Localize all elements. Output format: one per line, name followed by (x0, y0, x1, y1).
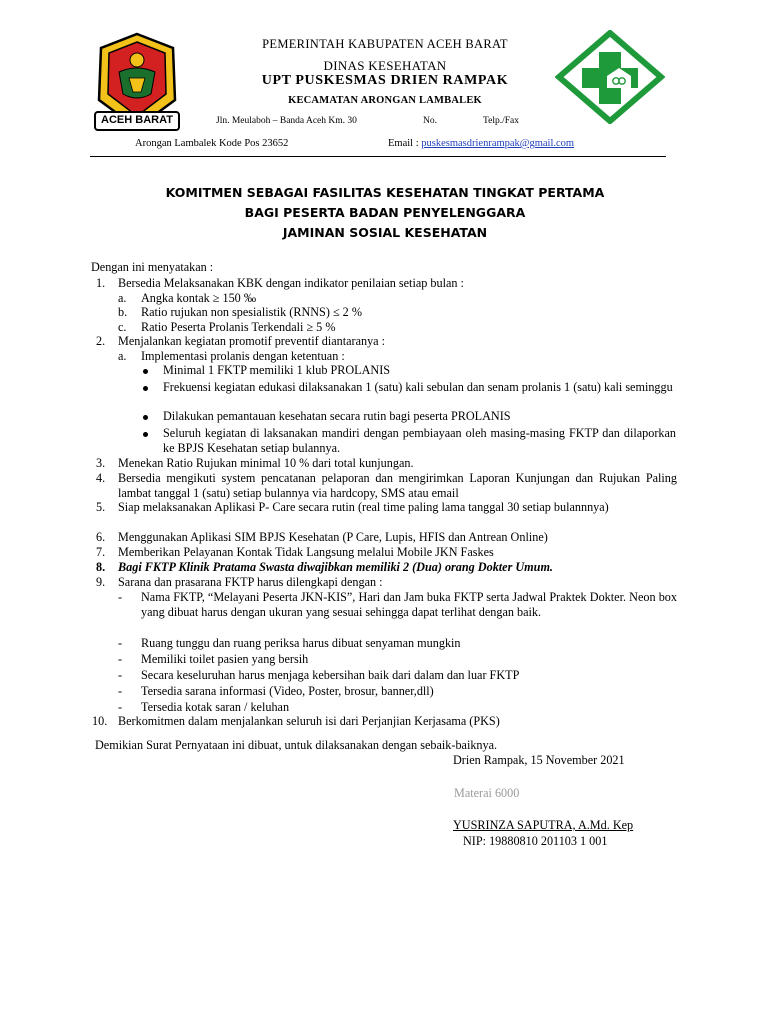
dash-4-text: Secara keseluruhan harus menjaga kebersihan baik dari dalam dan luar FKTP (141, 668, 520, 682)
header-address: Jln. Meulaboh – Banda Aceh Km. 30 (216, 116, 357, 126)
header-kecamatan: KECAMATAN ARONGAN LAMBALEK (288, 95, 482, 106)
item-7-num: 7. (96, 545, 106, 559)
item-4-num: 4. (96, 471, 106, 485)
dash-2-text: Ruang tunggu dan ruang periksa harus dibuat senyaman mungkin (141, 636, 461, 650)
dash-marker: - (118, 590, 123, 604)
dash-marker: - (118, 668, 123, 682)
item-6-num: 6. (96, 530, 106, 544)
item-1c-num: c. (118, 320, 127, 334)
dash-3-text: Memiliki toilet pasien yang bersih (141, 652, 309, 666)
bullet-2-text: Frekuensi kegiatan edukasi dilaksanakan 1 (satu) kali sebulan dan senam prolanis 1 (satu) kali seminggu (163, 380, 673, 394)
item-1c-text: Ratio Peserta Prolanis Terkendali ≥ 5 % (141, 320, 336, 334)
signer-name: YUSRINZA SAPUTRA, A.Md. Kep (453, 818, 634, 832)
place-date: Drien Rampak, 15 November 2021 (453, 753, 625, 767)
item-6-text: Menggunakan Aplikasi SIM BPJS Kesehatan (P Care, Lupis, HFIS dan Antrean Online) (118, 530, 548, 544)
item-10-num: 10. (92, 714, 108, 728)
item-2a-num: a. (118, 349, 127, 363)
item-8-num: 8. (96, 560, 106, 574)
puskesmas-logo (555, 30, 665, 124)
header-kode-pos: Arongan Lambalek Kode Pos 23652 (135, 138, 289, 149)
item-1-num: 1. (96, 276, 106, 290)
dash-5-text: Tersedia sarana informasi (Video, Poster, brosur, banner,dll) (141, 684, 434, 698)
item-2-text: Menjalankan kegiatan promotif preventif diantaranya : (118, 334, 386, 348)
header-divider (90, 156, 666, 157)
item-1-text: Bersedia Melaksanakan KBK dengan indikator penilaian setiap bulan : (118, 276, 464, 290)
item-3-num: 3. (96, 456, 106, 470)
materai-text: Materai 6000 (454, 786, 520, 800)
aceh-barat-logo (89, 30, 185, 134)
title-line-3: JAMINAN SOSIAL KESEHATAN (282, 225, 488, 240)
logo-left-caption: ACEH BARAT (101, 114, 173, 126)
dash-marker: - (118, 684, 123, 698)
header-telp-label: Telp./Fax (483, 116, 520, 126)
item-7-text: Memberikan Pelayanan Kontak Tidak Langsung melalui Mobile JKN Faskes (118, 545, 494, 559)
item-2-num: 2. (96, 334, 106, 348)
item-5-text: Siap melaksanakan Aplikasi P- Care secara rutin (real time paling lama tanggal 30 setiap bulannnya) (118, 500, 609, 514)
header-dinas: DINAS KESEHATAN (323, 58, 447, 73)
item-3-text: Menekan Ratio Rujukan minimal 10 % dari total kunjungan. (118, 456, 414, 470)
header-email-row (388, 138, 574, 149)
item-1a-text: Angka kontak ≥ 150 ‰ (141, 291, 257, 305)
bullet-marker (143, 386, 148, 391)
bullet-marker (143, 369, 148, 374)
bullet-1-text: Minimal 1 FKTP memiliki 1 klub PROLANIS (163, 363, 391, 377)
bullet-marker (143, 432, 148, 437)
item-8-text: Bagi FKTP Klinik Pratama Swasta diwajibkan memiliki 2 (Dua) orang Dokter Umum. (118, 560, 553, 574)
item-9-text: Sarana dan prasarana FKTP harus dilengkapi dengan : (118, 575, 383, 589)
item-1b-text: Ratio rujukan non spesialistik (RNNS) ≤ 2 % (141, 305, 362, 319)
dash-6-text: Tersedia kotak saran / keluhan (141, 700, 290, 714)
item-9-num: 9. (96, 575, 106, 589)
bullet-4-text: Seluruh kegiatan di laksanakan mandiri dengan pembiayaan oleh masing-masing FKTP dan dilaporkan ke BPJS Kesehatan setiap bulannya. (163, 426, 676, 455)
dash-1-text: Nama FKTP, “Melayani Peserta JKN-KIS”, Hari dan Jam buka FKTP serta Jadwal Praktek Dokter. Neon box yang dibuat harus dengan ukuran yang sesuai sehingga dapat terlihat dengan baik. (141, 590, 677, 619)
item-1b-num: b. (118, 305, 128, 319)
intro-text: Dengan ini menyatakan : (91, 260, 214, 274)
closing-text: Demikian Surat Pernyataan ini dibuat, untuk dilaksanakan dengan sebaik-baiknya. (95, 738, 498, 752)
dash-marker: - (118, 700, 123, 714)
item-5-num: 5. (96, 500, 106, 514)
dash-marker: - (118, 636, 123, 650)
header-upt: UPT PUSKESMAS DRIEN RAMPAK (261, 73, 509, 88)
signer-nip: NIP: 19880810 201103 1 001 (463, 834, 608, 848)
item-2a-text: Implementasi prolanis dengan ketentuan : (141, 349, 345, 363)
dash-marker: - (118, 652, 123, 666)
title-line-2: BAGI PESERTA BADAN PENYELENGGARA (244, 205, 526, 220)
bullet-3-text: Dilakukan pemantauan kesehatan secara rutin bagi peserta PROLANIS (163, 409, 511, 423)
item-4-text: Bersedia mengikuti system pencatanan pelaporan dan mengirimkan Laporan Kunjungan dan Rujukan Paling lambat tanggal 1 (satu) setiap bulannya via hardcopy, SMS atau email (118, 471, 677, 500)
header-government: PEMERINTAH KABUPATEN ACEH BARAT (262, 37, 508, 51)
bullet-marker (143, 415, 148, 420)
email-label: Email : (388, 138, 419, 149)
item-10-text: Berkomitmen dalam menjalankan seluruh isi dari Perjanjian Kerjasama (PKS) (118, 714, 500, 728)
email-link[interactable]: puskesmasdrienrampak@gmail.com (421, 138, 575, 149)
header-no-label: No. (423, 116, 437, 126)
title-line-1: KOMITMEN SEBAGAI FASILITAS KESEHATAN TINGKAT PERTAMA (165, 185, 605, 200)
item-1a-num: a. (118, 291, 127, 305)
